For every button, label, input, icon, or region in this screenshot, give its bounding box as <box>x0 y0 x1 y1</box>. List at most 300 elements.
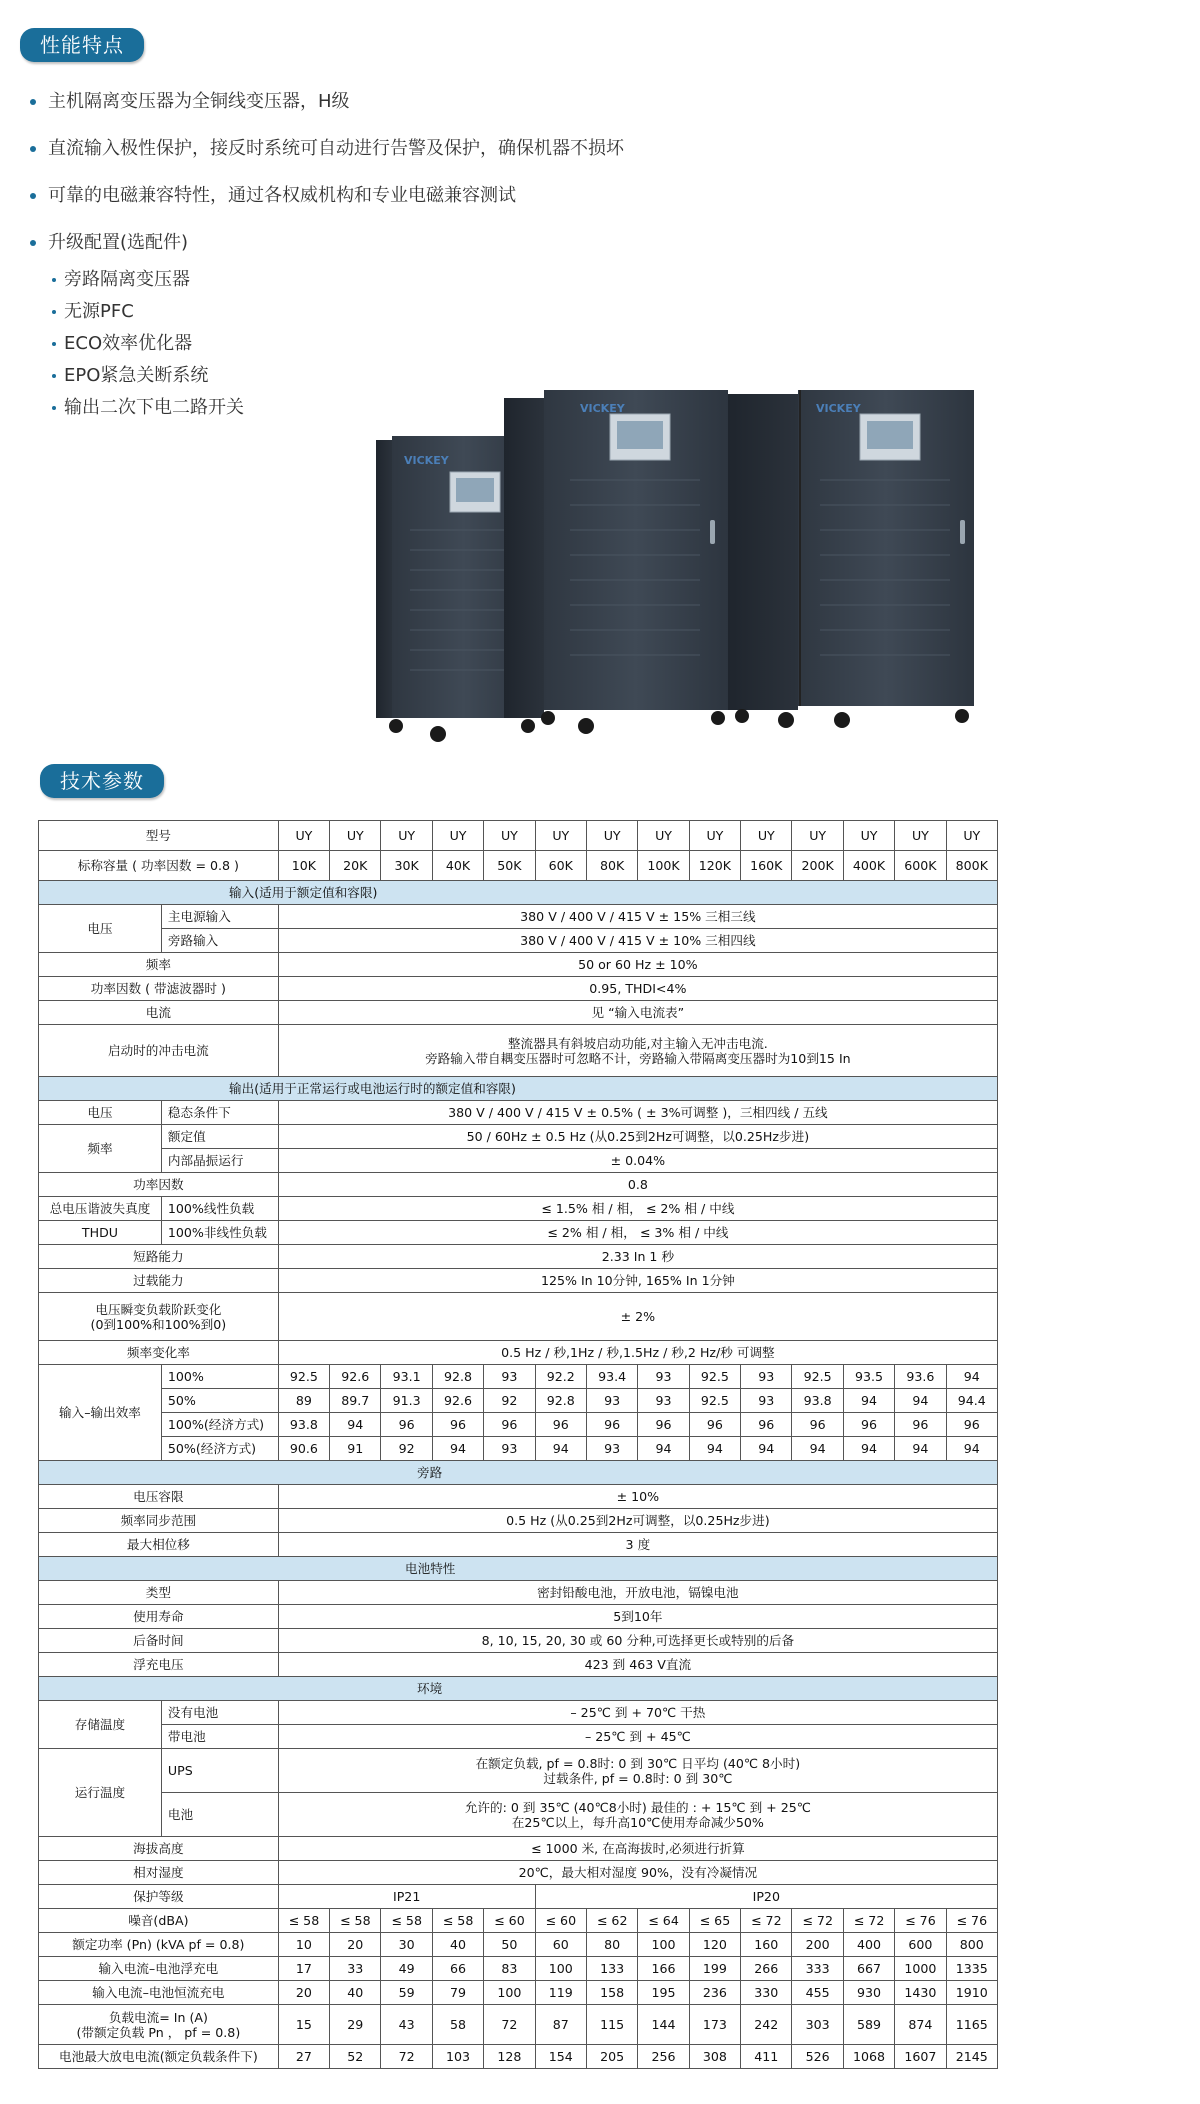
table-row <box>39 1125 998 1149</box>
table-cell: 160K <box>741 851 792 881</box>
table-cell: 411 <box>741 2045 792 2069</box>
row-label: 频率 <box>39 953 279 977</box>
table-row <box>39 1001 998 1025</box>
specs-header <box>40 764 164 798</box>
section-row <box>39 1557 998 1581</box>
table-cell: 80 <box>586 1933 637 1957</box>
bullet-icon <box>30 146 36 152</box>
table-cell: 589 <box>843 2005 894 2045</box>
table-cell: 94 <box>946 1365 997 1389</box>
row-label: 输入–输出效率 <box>39 1365 162 1461</box>
table-cell: UY <box>484 821 535 851</box>
table-cell: 93.4 <box>586 1365 637 1389</box>
table-row <box>39 1749 998 1793</box>
table-row <box>39 1605 998 1629</box>
table-cell: 92.5 <box>689 1389 740 1413</box>
table-cell: 20 <box>330 1933 381 1957</box>
table-row <box>39 977 998 1001</box>
table-cell: ≤ 60 <box>535 1909 586 1933</box>
bullet-icon <box>52 310 56 314</box>
table-cell: ≤ 62 <box>586 1909 637 1933</box>
sub-label: 100%(经济方式) <box>161 1413 278 1437</box>
table-row <box>39 1725 998 1749</box>
table-row <box>39 1101 998 1125</box>
table-cell: UY <box>792 821 843 851</box>
table-row <box>39 1389 998 1413</box>
value-cell: 380 V / 400 V / 415 V ± 0.5% ( ± 3%可调整 )，三相四线 / 五线 <box>278 1101 997 1125</box>
table-cell: 17 <box>278 1957 329 1981</box>
table-cell: 92.5 <box>689 1365 740 1389</box>
table-cell: 874 <box>895 2005 946 2045</box>
table-row <box>39 1221 998 1245</box>
table-cell: 242 <box>741 2005 792 2045</box>
table-cell: 1165 <box>946 2005 997 2045</box>
section-title <box>39 1461 998 1485</box>
sub-label: 主电源输入 <box>161 905 278 929</box>
table-cell: 1430 <box>895 1981 946 2005</box>
table-cell: 1910 <box>946 1981 997 2005</box>
sub-label: 100%线性负载 <box>161 1197 278 1221</box>
table-cell: 29 <box>330 2005 381 2045</box>
table-cell: 93.8 <box>278 1413 329 1437</box>
table-row <box>39 1365 998 1389</box>
section-title: 输入(适用于额定值和容限) <box>39 881 998 905</box>
feature-item <box>30 184 770 208</box>
table-cell: 72 <box>484 2005 535 2045</box>
row-label: 噪音(dBA) <box>39 1909 279 1933</box>
value-line: 过载条件, pf = 0.8时: 0 到 30℃ <box>543 1770 733 1786</box>
row-label: 类型 <box>39 1581 279 1605</box>
specs-header-label: 技术参数 <box>60 769 144 793</box>
table-row <box>39 1485 998 1509</box>
value-cell: 50 or 60 Hz ± 10% <box>278 953 997 977</box>
table-cell: 89.7 <box>330 1389 381 1413</box>
brand-logo: VICKEY <box>580 402 625 415</box>
row-label: 总电压谐波失真度 <box>39 1197 162 1221</box>
table-cell: 96 <box>484 1413 535 1437</box>
table-cell: 94.4 <box>946 1389 997 1413</box>
table-cell: 30K <box>381 851 432 881</box>
bullet-icon <box>52 342 56 346</box>
table-row <box>39 929 998 953</box>
table-cell: 266 <box>741 1957 792 1981</box>
table-cell: 93.5 <box>843 1365 894 1389</box>
table-cell: ≤ 58 <box>278 1909 329 1933</box>
table-cell: 33 <box>330 1957 381 1981</box>
table-cell: 93 <box>741 1389 792 1413</box>
row-label: 启动时的冲击电流 <box>39 1025 279 1077</box>
table-cell: 333 <box>792 1957 843 1981</box>
table-cell: 195 <box>638 1981 689 2005</box>
value-cell: 密封铅酸电池，开放电池，镉镍电池 <box>278 1581 997 1605</box>
row-label: 保护等级 <box>39 1885 279 1909</box>
row-label: 最大相位移 <box>39 1533 279 1557</box>
upgrade-item <box>52 328 770 360</box>
table-cell: 92.8 <box>432 1365 483 1389</box>
table-cell: 160 <box>741 1933 792 1957</box>
table-cell: 60K <box>535 851 586 881</box>
table-cell: 93.8 <box>792 1389 843 1413</box>
table-cell: 92.5 <box>792 1365 843 1389</box>
table-cell: 92.6 <box>432 1389 483 1413</box>
table-cell: 308 <box>689 2045 740 2069</box>
value-cell: IP21 <box>278 1885 535 1909</box>
value-cell: 0.8 <box>278 1173 997 1197</box>
table-cell: 455 <box>792 1981 843 2005</box>
row-label: 电压容限 <box>39 1485 279 1509</box>
table-cell: 96 <box>638 1413 689 1437</box>
row-label: 输入电流–电池恒流充电 <box>39 1981 279 2005</box>
table-cell: 94 <box>689 1437 740 1461</box>
value-line: 在额定负载, pf = 0.8时: 0 到 30℃ 日平均 (40℃ 8小时) <box>475 1755 801 1771</box>
table-cell: 66 <box>432 1957 483 1981</box>
section-title <box>39 1557 998 1581</box>
table-row <box>39 1437 998 1461</box>
table-cell: 158 <box>586 1981 637 2005</box>
value-cell: 0.5 Hz (从0.25到2Hz可调整，以0.25Hz步进) <box>278 1509 997 1533</box>
table-cell: 87 <box>535 2005 586 2045</box>
middle-cabinet <box>504 390 728 734</box>
table-cell: UY <box>586 821 637 851</box>
table-cell: 50K <box>484 851 535 881</box>
table-row <box>39 1837 998 1861</box>
table-cell: ≤ 58 <box>330 1909 381 1933</box>
table-row <box>39 1533 998 1557</box>
section-title-text: 旁路 <box>417 1465 443 1480</box>
sub-label: 100% <box>161 1365 278 1389</box>
table-row <box>39 1653 998 1677</box>
sub-label: 100%非线性负载 <box>161 1221 278 1245</box>
table-cell: 100 <box>535 1957 586 1981</box>
table-cell: 94 <box>741 1437 792 1461</box>
section-row <box>39 1461 998 1485</box>
table-cell: 154 <box>535 2045 586 2069</box>
table-cell: 100 <box>484 1981 535 2005</box>
sub-label: 稳态条件下 <box>161 1101 278 1125</box>
table-cell: 200 <box>792 1933 843 1957</box>
row-label: 额定功率 (Pn) (kVA pf = 0.8) <box>39 1933 279 1957</box>
table-row <box>39 1861 998 1885</box>
label-line: 负载电流= In (A) <box>108 2009 208 2025</box>
table-cell: 52 <box>330 2045 381 2069</box>
table-cell: 96 <box>432 1413 483 1437</box>
row-label <box>39 2005 279 2045</box>
table-cell: 30 <box>381 1933 432 1957</box>
row-label: 相对湿度 <box>39 1861 279 1885</box>
table-cell: UY <box>741 821 792 851</box>
row-label: 输入电流–电池浮充电 <box>39 1957 279 1981</box>
table-cell: UY <box>330 821 381 851</box>
table-cell: ≤ 60 <box>484 1909 535 1933</box>
table-cell: 50 <box>484 1933 535 1957</box>
table-cell: 93.1 <box>381 1365 432 1389</box>
table-cell: 96 <box>741 1413 792 1437</box>
row-label: 过载能力 <box>39 1269 279 1293</box>
table-row <box>39 821 998 851</box>
row-label: 后备时间 <box>39 1629 279 1653</box>
value-cell: – 25℃ 到 + 70℃ 干热 <box>278 1701 997 1725</box>
feature-text: 可靠的电磁兼容特性，通过各权威机构和专业电磁兼容测试 <box>48 185 516 206</box>
sub-label: UPS <box>161 1749 278 1793</box>
table-row <box>39 1413 998 1437</box>
table-cell: 92 <box>381 1437 432 1461</box>
section-row <box>39 1677 998 1701</box>
table-cell: 90.6 <box>278 1437 329 1461</box>
table-row <box>39 1197 998 1221</box>
table-cell: 40 <box>330 1981 381 2005</box>
value-cell: ≤ 2% 相 / 相， ≤ 3% 相 / 中线 <box>278 1221 997 1245</box>
table-cell: 20 <box>278 1981 329 2005</box>
row-label: 海拔高度 <box>39 1837 279 1861</box>
table-cell: 166 <box>638 1957 689 1981</box>
table-cell: 236 <box>689 1981 740 2005</box>
table-cell: 92.6 <box>330 1365 381 1389</box>
table-cell: ≤ 58 <box>432 1909 483 1933</box>
value-cell: 8, 10, 15, 20, 30 或 60 分种,可选择更长或特别的后备 <box>278 1629 997 1653</box>
table-row <box>39 1173 998 1197</box>
label-line: (0到100%和100%到0) <box>90 1316 227 1332</box>
table-cell: 91.3 <box>381 1389 432 1413</box>
table-cell: 93 <box>638 1365 689 1389</box>
table-row <box>39 1957 998 1981</box>
value-cell: ± 0.04% <box>278 1149 997 1173</box>
row-label: 频率同步范围 <box>39 1509 279 1533</box>
table-cell: 119 <box>535 1981 586 2005</box>
table-cell: 60 <box>535 1933 586 1957</box>
table-cell: 92.8 <box>535 1389 586 1413</box>
feature-item <box>30 137 770 161</box>
value-cell <box>278 1749 997 1793</box>
brand-logo: VICKEY <box>816 402 861 415</box>
value-cell: 3 度 <box>278 1533 997 1557</box>
bullet-icon <box>52 406 56 410</box>
table-cell: 1000 <box>895 1957 946 1981</box>
table-row <box>39 1025 998 1077</box>
table-cell: 92.2 <box>535 1365 586 1389</box>
feature-text: 直流输入极性保护，接反时系统可自动进行告警及保护，确保机器不损坏 <box>48 138 624 159</box>
value-cell: ± 2% <box>278 1293 997 1341</box>
row-label: 电池最大放电电流(额定负载条件下) <box>39 2045 279 2069</box>
table-cell: UY <box>432 821 483 851</box>
table-cell: 199 <box>689 1957 740 1981</box>
row-label: 存储温度 <box>39 1701 162 1749</box>
table-cell: 100 <box>638 1933 689 1957</box>
bullet-icon <box>30 193 36 199</box>
upgrade-text: 输出二次下电二路开关 <box>64 397 244 418</box>
table-cell: 1607 <box>895 2045 946 2069</box>
row-label: 浮充电压 <box>39 1653 279 1677</box>
value-cell: – 25℃ 到 + 45℃ <box>278 1725 997 1749</box>
table-cell: ≤ 72 <box>741 1909 792 1933</box>
table-cell: ≤ 72 <box>792 1909 843 1933</box>
table-cell: 93 <box>586 1437 637 1461</box>
table-cell: 100K <box>638 851 689 881</box>
table-cell: 27 <box>278 2045 329 2069</box>
table-row <box>39 2005 998 2045</box>
table-cell: 200K <box>792 851 843 881</box>
table-cell: 40 <box>432 1933 483 1957</box>
section-row <box>39 1077 998 1101</box>
section-title: 输出(适用于正常运行或电池运行时的额定值和容限) <box>39 1077 998 1101</box>
table-cell: 205 <box>586 2045 637 2069</box>
value-cell: ≤ 1000 米, 在高海拔时,必须进行折算 <box>278 1837 997 1861</box>
feature-item <box>30 231 770 255</box>
table-cell: 303 <box>792 2005 843 2045</box>
table-cell: 72 <box>381 2045 432 2069</box>
value-cell: 2.33 In 1 秒 <box>278 1245 997 1269</box>
value-cell: 0.95, THDI<4% <box>278 977 997 1001</box>
spec-table <box>38 820 998 2069</box>
upgrade-text: 旁路隔离变压器 <box>64 269 190 290</box>
table-row <box>39 1793 998 1837</box>
table-row <box>39 1981 998 2005</box>
feature-text: 主机隔离变压器为全铜线变压器，H级 <box>48 91 350 112</box>
table-cell: ≤ 76 <box>946 1909 997 1933</box>
sub-label: 50% <box>161 1389 278 1413</box>
table-row <box>39 1909 998 1933</box>
table-row <box>39 1629 998 1653</box>
feature-list <box>30 90 770 424</box>
table-row <box>39 851 998 881</box>
table-cell: 120K <box>689 851 740 881</box>
table-cell: 89 <box>278 1389 329 1413</box>
row-label: 频率 <box>39 1125 162 1173</box>
table-cell: 94 <box>638 1437 689 1461</box>
table-cell: 96 <box>586 1413 637 1437</box>
table-cell: 800 <box>946 1933 997 1957</box>
upgrade-item <box>52 360 770 392</box>
value-cell <box>278 1025 997 1077</box>
table-cell: 93 <box>586 1389 637 1413</box>
table-cell: 96 <box>381 1413 432 1437</box>
table-cell: 103 <box>432 2045 483 2069</box>
table-cell: ≤ 72 <box>843 1909 894 1933</box>
table-cell: 80K <box>586 851 637 881</box>
bullet-icon <box>52 278 56 282</box>
table-cell: UY <box>843 821 894 851</box>
table-cell: 94 <box>330 1413 381 1437</box>
value-cell: IP20 <box>535 1885 997 1909</box>
table-cell: 128 <box>484 2045 535 2069</box>
table-cell: ≤ 65 <box>689 1909 740 1933</box>
value-cell: 380 V / 400 V / 415 V ± 15% 三相三线 <box>278 905 997 929</box>
section-row <box>39 881 998 905</box>
sub-label: 额定值 <box>161 1125 278 1149</box>
table-cell: 330 <box>741 1981 792 2005</box>
value-line: 整流器具有斜坡启动功能,对主输入无冲击电流. <box>507 1035 768 1051</box>
section-title-text: 电池特性 <box>405 1561 456 1576</box>
row-label: 短路能力 <box>39 1245 279 1269</box>
table-row <box>39 1701 998 1725</box>
table-cell: 93 <box>638 1389 689 1413</box>
table-cell: 115 <box>586 2005 637 2045</box>
table-cell: UY <box>381 821 432 851</box>
table-cell: UY <box>638 821 689 851</box>
table-cell: 144 <box>638 2005 689 2045</box>
table-cell: 94 <box>895 1437 946 1461</box>
table-cell: 173 <box>689 2005 740 2045</box>
brand-logo: VICKEY <box>404 454 449 467</box>
upgrade-text: ECO效率优化器 <box>64 333 193 354</box>
model-label: 型号 <box>39 821 279 851</box>
row-label: 功率因数 ( 带滤波器时 ) <box>39 977 279 1001</box>
sub-label: 没有电池 <box>161 1701 278 1725</box>
table-row <box>39 1293 998 1341</box>
table-cell: 667 <box>843 1957 894 1981</box>
bullet-icon <box>52 374 56 378</box>
row-label: 频率变化率 <box>39 1341 279 1365</box>
section-title-text: 环境 <box>417 1681 443 1696</box>
table-row <box>39 1269 998 1293</box>
table-row <box>39 1581 998 1605</box>
bullet-icon <box>30 240 36 246</box>
table-cell: 96 <box>792 1413 843 1437</box>
table-cell: 400 <box>843 1933 894 1957</box>
table-cell: 49 <box>381 1957 432 1981</box>
ups-cabinets-image <box>370 390 980 750</box>
table-cell: ≤ 76 <box>895 1909 946 1933</box>
table-row <box>39 2045 998 2069</box>
table-cell: 94 <box>432 1437 483 1461</box>
table-row <box>39 1933 998 1957</box>
label-line: (带额定负载 Pn ， pf = 0.8) <box>76 2024 241 2040</box>
table-row <box>39 1245 998 1269</box>
sub-label: 内部晶振运行 <box>161 1149 278 1173</box>
upgrade-item <box>52 296 770 328</box>
table-cell: 20K <box>330 851 381 881</box>
table-cell: ≤ 58 <box>381 1909 432 1933</box>
table-cell: UY <box>895 821 946 851</box>
table-cell: 91 <box>330 1437 381 1461</box>
table-cell: 2145 <box>946 2045 997 2069</box>
features-header <box>20 28 144 62</box>
table-cell: 93 <box>484 1365 535 1389</box>
table-cell: 83 <box>484 1957 535 1981</box>
table-row <box>39 953 998 977</box>
value-cell: 125% In 10分钟, 165% In 1分钟 <box>278 1269 997 1293</box>
upgrade-text: EPO紧急关断系统 <box>64 365 209 386</box>
table-cell: 59 <box>381 1981 432 2005</box>
value-cell: ≤ 1.5% 相 / 相， ≤ 2% 相 / 中线 <box>278 1197 997 1221</box>
table-cell: 120 <box>689 1933 740 1957</box>
table-cell: 94 <box>535 1437 586 1461</box>
sub-label: 带电池 <box>161 1725 278 1749</box>
table-row <box>39 1341 998 1365</box>
value-line: 允许的: 0 到 35℃ (40℃8小时) 最佳的 : + 15℃ 到 + 25℃ <box>464 1799 811 1815</box>
table-cell: ≤ 64 <box>638 1909 689 1933</box>
value-cell: ± 10% <box>278 1485 997 1509</box>
value-cell: 20℃，最大相对湿度 90%，没有冷凝情况 <box>278 1861 997 1885</box>
table-cell: 40K <box>432 851 483 881</box>
value-cell: 5到10年 <box>278 1605 997 1629</box>
row-label <box>39 1293 279 1341</box>
table-row <box>39 1885 998 1909</box>
row-label: 功率因数 <box>39 1173 279 1197</box>
value-cell: 见 “输入电流表” <box>278 1001 997 1025</box>
table-cell: 600 <box>895 1933 946 1957</box>
table-cell: 93 <box>484 1437 535 1461</box>
table-cell: 96 <box>689 1413 740 1437</box>
value-cell <box>278 1793 997 1837</box>
table-cell: 93.6 <box>895 1365 946 1389</box>
table-cell: 43 <box>381 2005 432 2045</box>
value-cell: 380 V / 400 V / 415 V ± 10% 三相四线 <box>278 929 997 953</box>
table-cell: 96 <box>535 1413 586 1437</box>
upgrade-item <box>52 264 770 296</box>
table-cell: 15 <box>278 2005 329 2045</box>
table-cell: 133 <box>586 1957 637 1981</box>
table-cell: 96 <box>946 1413 997 1437</box>
